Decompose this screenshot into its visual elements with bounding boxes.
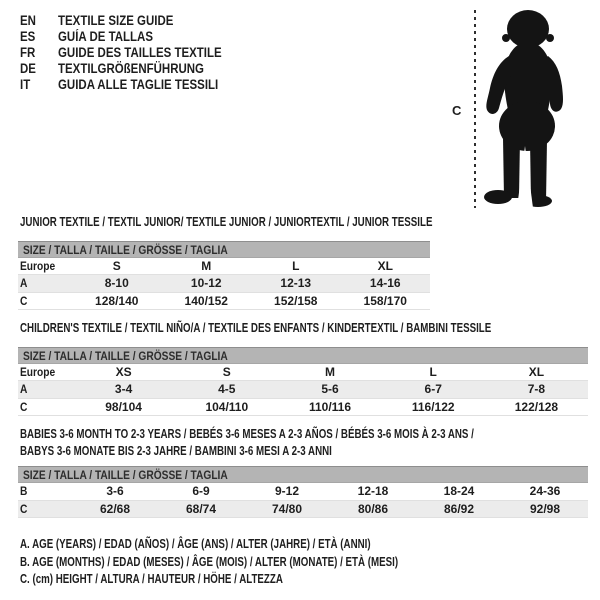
table-cell: M bbox=[325, 364, 335, 379]
table-row bbox=[18, 275, 430, 293]
table-cell: 158/170 bbox=[363, 293, 407, 308]
section-heading bbox=[20, 320, 588, 337]
section-heading bbox=[20, 426, 588, 459]
toddler-silhouette-icon bbox=[483, 8, 578, 208]
footnotes bbox=[20, 536, 505, 589]
table-cell: 7-8 bbox=[527, 382, 546, 396]
height-label: C bbox=[452, 103, 462, 118]
table-cell: 12-13 bbox=[280, 276, 312, 290]
size-guide-section bbox=[18, 426, 588, 518]
language-row bbox=[20, 61, 251, 77]
table-cell: 128/140 bbox=[95, 293, 139, 308]
table-cell: 3-4 bbox=[114, 382, 133, 396]
section-heading-line: JUNIOR TEXTILE / TEXTIL JUNIOR/ TEXTILE JUNIOR / JUNIORTEXTIL / JUNIOR TESSILE bbox=[20, 215, 433, 229]
row-label: C bbox=[20, 501, 28, 516]
table-cell: 122/128 bbox=[514, 399, 559, 414]
table-cell: M bbox=[201, 258, 212, 273]
table-cell: 92/98 bbox=[529, 501, 561, 516]
footnote-line: A. AGE (YEARS) / EDAD (AÑOS) / ÂGE (ANS) / ALTER (JAHRE) / ETÀ (ANNI) bbox=[20, 537, 371, 551]
table-row bbox=[18, 293, 430, 311]
row-label: Europe bbox=[20, 364, 56, 379]
language-title: TEXTILE SIZE GUIDE bbox=[58, 13, 174, 28]
language-row bbox=[20, 29, 251, 45]
table-cell: 104/110 bbox=[205, 399, 249, 414]
table-cell: S bbox=[222, 364, 231, 379]
table-cell: 86/92 bbox=[443, 501, 475, 516]
language-row bbox=[20, 45, 251, 61]
table-cell: 4-5 bbox=[218, 382, 236, 396]
table-cell: 3-6 bbox=[106, 484, 124, 498]
row-label: A bbox=[20, 382, 28, 396]
table-cell: 9-12 bbox=[274, 484, 300, 498]
footnote-line: C. (cm) HEIGHT / ALTURA / HAUTEUR / HÖHE / ALTEZZA bbox=[20, 572, 283, 586]
table-cell: 6-9 bbox=[192, 484, 210, 498]
table-cell: 68/74 bbox=[185, 501, 217, 516]
row-label: Europe bbox=[20, 258, 56, 273]
row-label: A bbox=[20, 276, 28, 290]
table-cell: 18-24 bbox=[443, 484, 475, 498]
language-list bbox=[20, 13, 251, 93]
table-row bbox=[18, 258, 430, 276]
table-row bbox=[18, 364, 588, 382]
language-title: TEXTILGRÖßENFÜHRUNG bbox=[58, 61, 204, 76]
row-label: B bbox=[20, 484, 28, 498]
section-heading-line: BABIES 3-6 MONTH TO 2-3 YEARS / BEBÉS 3-6 MESES A 2-3 AÑOS / BÉBÉS 3-6 MOIS À 2-3 ANS / bbox=[20, 427, 474, 441]
section-heading-line: BABYS 3-6 MONATE BIS 2-3 JAHRE / BAMBINI 3-6 MESI A 2-3 ANNI bbox=[20, 443, 332, 458]
row-label: C bbox=[20, 293, 28, 308]
table-cell: 6-7 bbox=[424, 382, 442, 396]
section-heading bbox=[20, 214, 433, 231]
language-code: ES bbox=[20, 29, 36, 44]
table-cell: XL bbox=[377, 258, 393, 273]
table-row bbox=[18, 399, 588, 417]
table-cell: 80/86 bbox=[357, 501, 389, 516]
height-measure-dotted-line bbox=[474, 10, 476, 208]
table-cell: 98/104 bbox=[105, 399, 142, 414]
language-title: GUIDA ALLE TAGLIE TESSILI bbox=[58, 77, 219, 92]
table-cell: 140/152 bbox=[184, 293, 228, 308]
table-cell: 110/116 bbox=[308, 399, 352, 414]
table-row bbox=[18, 381, 588, 399]
table-row bbox=[18, 483, 588, 501]
size-header-bar: SIZE / TALLA / TAILLE / GRÖSSE / TAGLIA bbox=[18, 241, 430, 258]
table-cell: 152/158 bbox=[274, 293, 318, 308]
size-header-bar: SIZE / TALLA / TAILLE / GRÖSSE / TAGLIA bbox=[18, 466, 588, 483]
language-code: FR bbox=[20, 45, 36, 60]
table-cell: 12-18 bbox=[357, 484, 389, 498]
table-cell: 24-36 bbox=[529, 484, 561, 498]
size-header-bar: SIZE / TALLA / TAILLE / GRÖSSE / TAGLIA bbox=[18, 347, 588, 364]
section-heading-line: CHILDREN'S TEXTILE / TEXTIL NIÑO/A / TEXTILE DES ENFANTS / KINDERTEXTIL / BAMBINI TESSILE bbox=[20, 321, 492, 335]
table-cell: 5-6 bbox=[321, 382, 339, 396]
language-title: GUIDE DES TAILLES TEXTILE bbox=[58, 45, 222, 60]
language-title: GUÍA DE TALLAS bbox=[58, 29, 153, 44]
table-cell: 74/80 bbox=[271, 501, 303, 516]
table-cell: 14-16 bbox=[369, 276, 401, 290]
language-row bbox=[20, 77, 251, 93]
size-guide-section bbox=[18, 320, 588, 416]
table-cell: 10-12 bbox=[190, 276, 222, 290]
table-cell: 8-10 bbox=[104, 276, 129, 290]
table-cell: S bbox=[112, 258, 121, 273]
language-code: DE bbox=[20, 61, 36, 76]
row-label: C bbox=[20, 399, 28, 414]
language-code: EN bbox=[20, 13, 36, 28]
language-row bbox=[20, 13, 251, 29]
table-cell: L bbox=[429, 364, 437, 379]
table-cell: L bbox=[292, 258, 300, 273]
table-cell: 116/122 bbox=[411, 399, 455, 414]
table-cell: XS bbox=[115, 364, 132, 379]
footnote-line: B. AGE (MONTHS) / EDAD (MESES) / ÂGE (MOIS) / ALTER (MONATE) / ETÀ (MESI) bbox=[20, 554, 399, 569]
language-code: IT bbox=[20, 77, 31, 92]
table-cell: 62/68 bbox=[99, 501, 131, 516]
size-guide-section bbox=[18, 214, 433, 310]
table-cell: XL bbox=[528, 364, 545, 379]
table-row bbox=[18, 501, 588, 519]
